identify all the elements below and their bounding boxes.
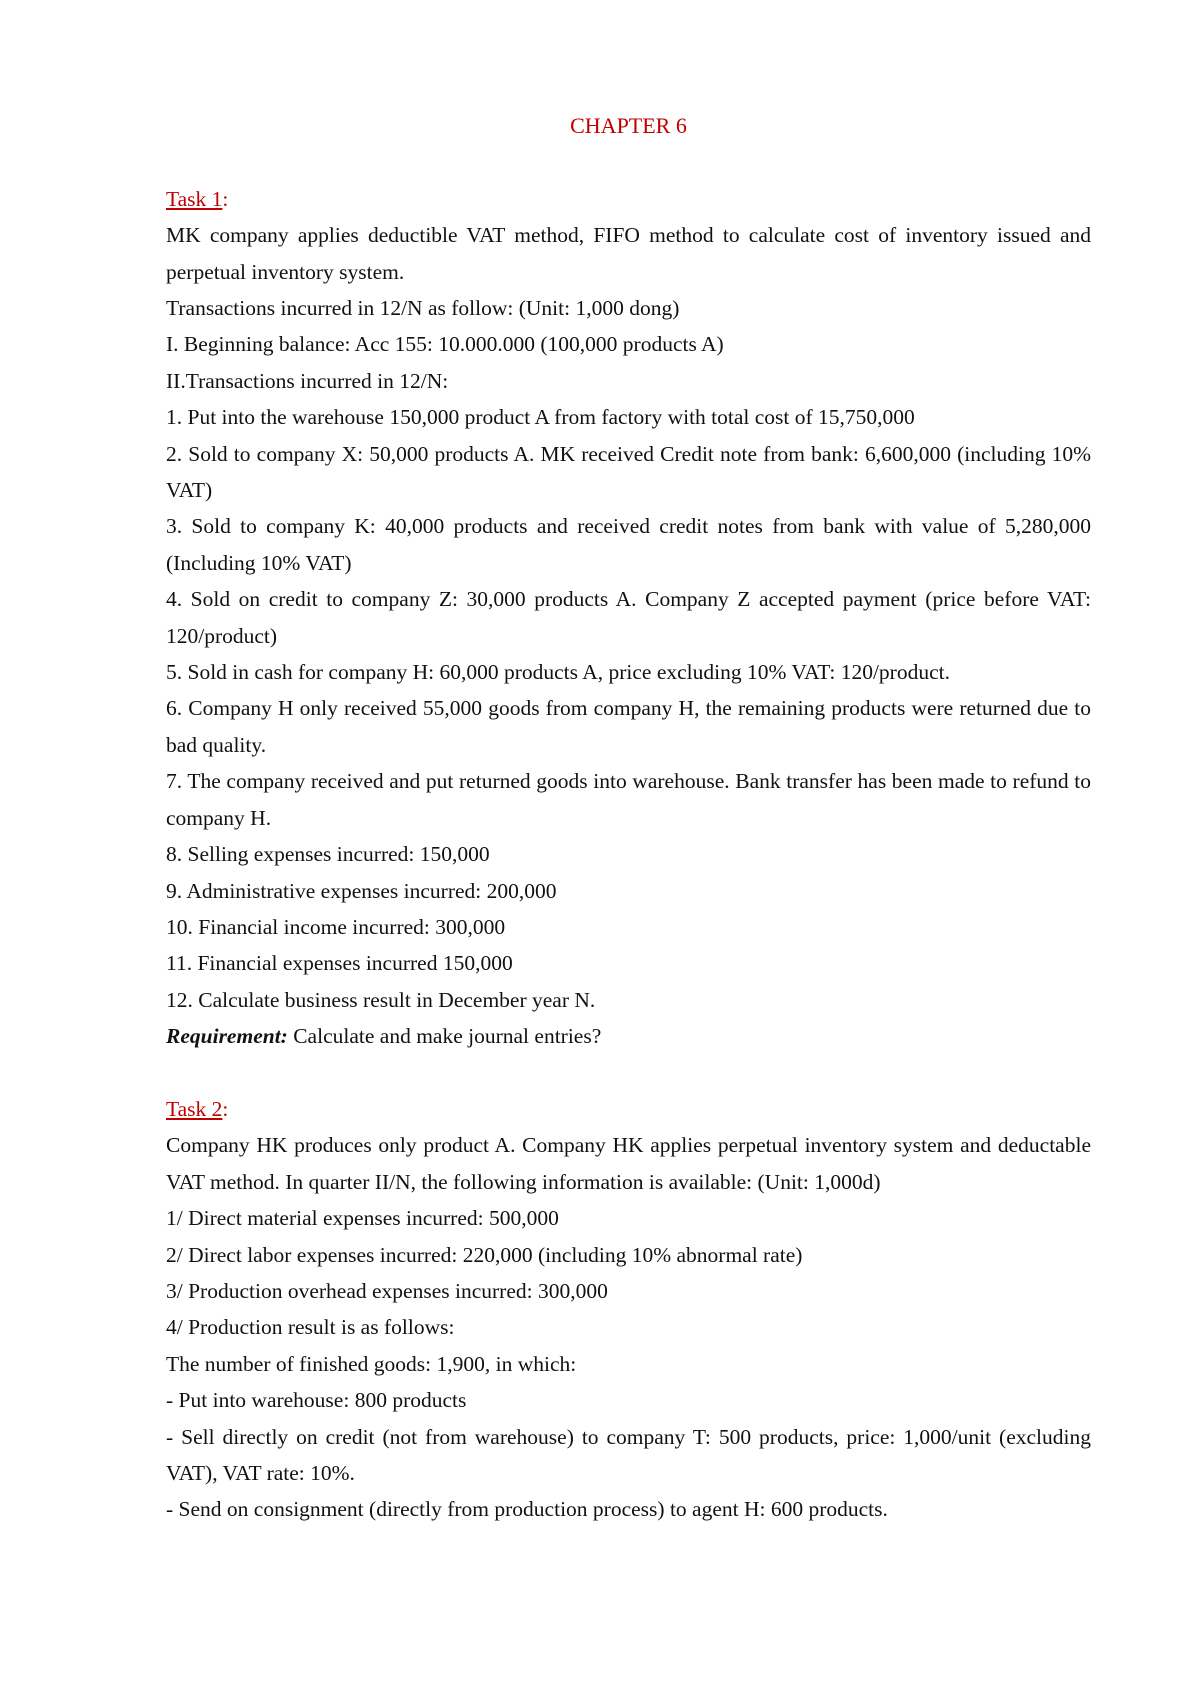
task2-heading (166, 1091, 1091, 1127)
task1-item-5: 5. Sold in cash for company H: 60,000 products A, price excluding 10% VAT: 120/product. (166, 660, 950, 685)
task1-item-8: 8. Selling expenses incurred: 150,000 (166, 842, 490, 867)
task1-intro: MK company applies deductible VAT method, FIFO method to calculate cost of inventory issued and perpetual inventory system. (166, 223, 1091, 284)
task2-item-3: 3/ Production overhead expenses incurred: 300,000 (166, 1278, 608, 1303)
task1-transactions-line: Transactions incurred in 12/N as follow: (Unit: 1,000 dong) (166, 296, 680, 320)
task1-beginning-balance: I. Beginning balance: Acc 155: 10.000.000 (100,000 products A) (166, 332, 724, 357)
task2-item-6: - Put into warehouse: 800 products (166, 1388, 467, 1413)
spacer (166, 1055, 1091, 1091)
requirement-text: Calculate and make journal entries? (287, 1024, 602, 1049)
task1-item-9: 9. Administrative expenses incurred: 200,000 (166, 878, 557, 903)
task2-label: Task 2 (166, 1096, 223, 1121)
chapter-title: CHAPTER 6 (570, 113, 687, 138)
task1-transactions-heading: II.Transactions incurred in 12/N: (166, 368, 449, 393)
task1-item-2: 2. Sold to company X: 50,000 products A. MK received Credit note from bank: 6,600,000 (including 10% VAT) (166, 441, 1091, 503)
task1-item-7: 7. The company received and put returned goods into warehouse. Bank transfer has been made to refund to company H. (166, 769, 1091, 830)
task1-item-6: 6. Company H only received 55,000 goods from company H, the remaining products were returned due to bad quality. (166, 696, 1091, 757)
task2-item-7: - Sell directly on credit (not from warehouse) to company T: 500 products, price: 1,000/unit (excluding VAT), VAT rate: 10%. (166, 1424, 1091, 1485)
task2-item-2: 2/ Direct labor expenses incurred: 220,000 (including 10% abnormal rate) (166, 1242, 803, 1267)
spacer (166, 144, 1091, 180)
task2-colon: : (222, 1096, 229, 1121)
task1-item-12: 12. Calculate business result in December year N. (166, 987, 596, 1012)
task2-item-8: - Send on consignment (directly from production process) to agent H: 600 products. (166, 1497, 888, 1522)
task2-item-1: 1/ Direct material expenses incurred: 500,000 (166, 1206, 559, 1231)
document-content (166, 108, 1091, 1528)
task2-item-4: 4/ Production result is as follows: (166, 1315, 455, 1340)
task2-intro: Company HK produces only product A. Company HK applies perpetual inventory system and deductable VAT method. In quarter II/N, the following information is available: (Unit: 1,000d) (166, 1133, 1091, 1194)
task1-heading (166, 181, 1091, 217)
task1-item-4: 4. Sold on credit to company Z: 30,000 products A. Company Z accepted payment (price before VAT: 120/product) (166, 587, 1091, 648)
task1-item-1: 1. Put into the warehouse 150,000 product A from factory with total cost of 15,750,000 (166, 405, 915, 430)
task1-item-11: 11. Financial expenses incurred 150,000 (166, 951, 513, 976)
task2-item-5: The number of finished goods: 1,900, in which: (166, 1351, 577, 1376)
requirement-label: Requirement: (166, 1024, 288, 1049)
task1-colon: : (222, 186, 229, 211)
task1-label: Task 1 (166, 186, 223, 211)
task1-item-3: 3. Sold to company K: 40,000 products and received credit notes from bank with value of 5,280,000 (Including 10% VAT) (166, 514, 1091, 575)
task1-item-10: 10. Financial income incurred: 300,000 (166, 914, 506, 939)
task1-requirement (166, 1018, 1091, 1054)
